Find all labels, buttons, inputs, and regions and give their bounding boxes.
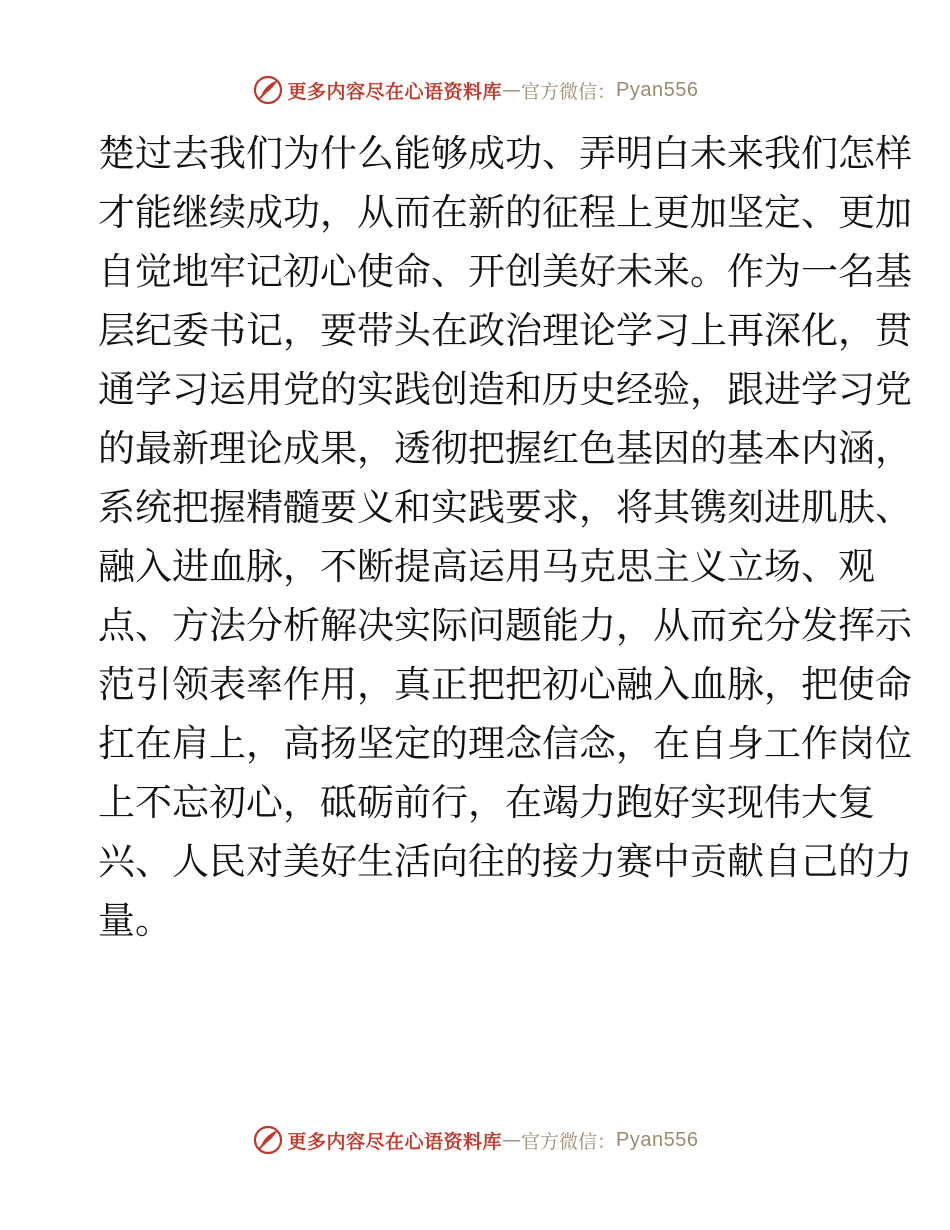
banner-main-text: 更多内容尽在心语资料库 (287, 80, 503, 103)
body-line: 层纪委书记，要带头在政治理论学习上再深化，贯 (98, 309, 912, 352)
body-line: 楚过去我们为什么能够成功、弄明白未来我们怎样 (98, 132, 912, 175)
body-line: 上不忘初心，砥砺前行，在竭力跑好实现伟大复 (98, 781, 875, 824)
body-line: 扛在肩上，高扬坚定的理念信念，在自身工作岗位 (98, 722, 912, 765)
body-line: 才能继续成功，从而在新的征程上更加坚定、更加 (98, 191, 912, 234)
body-line: 通学习运用党的实践创造和历史经验，跟进学习党 (98, 368, 912, 411)
feather-quill-logo-icon (252, 74, 284, 106)
body-line: 量。 (98, 899, 172, 942)
banner-label: 官方微信： (521, 80, 617, 103)
banner-separator: — (502, 79, 522, 101)
header-banner (0, 70, 950, 110)
body-line: 融入进血脉，不断提高运用马克思主义立场、观 (98, 545, 875, 588)
body-line: 的最新理论成果，透彻把握红色基因的基本内涵， (98, 427, 912, 470)
body-line: 兴、人民对美好生活向往的接力赛中贡献自己的力 (98, 840, 912, 883)
banner-account: Pyan556 (616, 78, 699, 101)
footer-banner (0, 1120, 950, 1160)
body-line: 范引领表率作用，真正把把初心融入血脉，把使命 (98, 663, 912, 706)
document-body (98, 124, 912, 950)
banner-account: Pyan556 (616, 1128, 699, 1151)
body-line: 自觉地牢记初心使命、开创美好未来。作为一名基 (98, 250, 912, 293)
banner-label: 官方微信： (521, 1130, 617, 1153)
body-line: 系统把握精髓要义和实践要求，将其镌刻进肌肤、 (98, 486, 912, 529)
body-line: 点、方法分析解决实际问题能力，从而充分发挥示 (98, 604, 912, 647)
feather-quill-logo-icon (252, 1124, 284, 1156)
banner-main-text: 更多内容尽在心语资料库 (287, 1130, 503, 1153)
banner-separator: — (502, 1129, 522, 1151)
